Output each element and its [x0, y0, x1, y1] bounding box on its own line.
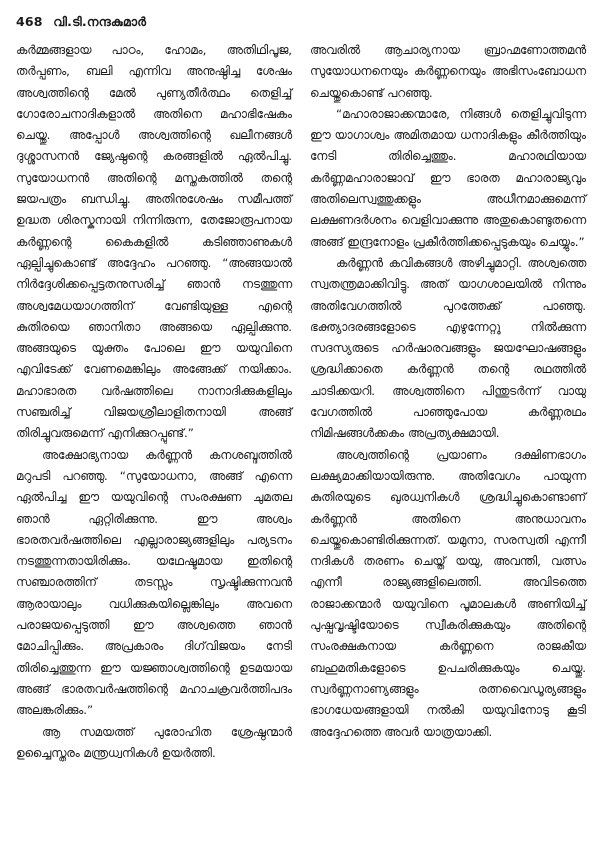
paragraph: ആ സമയത്ത് പുരോഹിത ശ്രേഷ്ഠന്മാർ ഉച്ചൈസ്തരം മന്ത്രധ്വനികൾ ഉയർത്തി. — [16, 724, 292, 760]
paragraph: കർണ്ണൻ കവികങ്ങൾ അഴിച്ചുമാറ്റി. അശ്വത്തെ സ്വതന്ത്രമാക്കിവിട്ടു. അത് യാഗശാലയിൽ നിന്നും അതിവേഗത്തിൽ പുറത്തേക്ക് പാഞ്ഞു. ഭക്ത്യാദരങ്ങളോടെ എഴുന്നേറ്റു നിൽക്കുന്ന സദസ്യരുടെ ഹർഷാരവങ്ങളും ജയഘോഷങ്ങളും ശ്രദ്ധിക്കാതെ കർണ്ണൻ തന്റെ രഥത്തിൽ ചാടിക്കയറി. അശ്വത്തിനെ പിന്തുടർന്ന് വായു വേഗത്തിൽ പാഞ്ഞുപോയ കർണ്ണരഥം നിമിഷങ്ങൾക്കകം അപ്രത്യക്ഷമായി. — [310, 255, 586, 441]
paragraph: അശ്വത്തിന്റെ പ്രയാണം ദക്ഷിണഭാഗം ലക്ഷ്യമാക്കിയായിരുന്നു. അതിവേഗം പായുന്ന കുതിരയുടെ ഖുരധ്വനികൾ ശ്രദ്ധിച്ചുകൊണ്ടാണ് കർണ്ണൻ അതിനെ അനുധാവനം ചെയ്തുകൊണ്ടിരിക്കുന്നത്. യമുനാ, സരസ്വതി എന്നീ നദികൾ തരണം ചെയ്ത് യയു, അവന്തി, വത്സം എന്നീ രാജ്യങ്ങളിലെത്തി. അവിടത്തെ രാജാക്കന്മാർ യയുവിനെ പൂമാലകൾ അണിയിച്ച് പുഷ്പവൃഷ്ടിയോടെ സ്വീകരിക്കുകയും അതിന്റെ സംരക്ഷകനായ കർണ്ണനെ രാജകീയ ബഹുമതികളോടെ ഉപചരിക്കുകയും ചെയ്തു. സ്വർണ്ണനാണ്യങ്ങളും രത്നവൈഡൂര്യങ്ങളും ഭാഗധേയങ്ങളായി നൽകി യയുവിനോടു കൂടി അദ്ദേഹത്തെ അവർ യാത്രയാക്കി. — [310, 447, 586, 739]
paragraph: അവരിൽ ആചാര്യനായ ബ്രാഹ്മണോത്തമൻ സുയോധനനെയും കർണ്ണനെയും അഭിസംബോധന ചെയ്തുകൊണ്ട് പറഞ്ഞു. — [310, 43, 586, 100]
left-column — [16, 40, 292, 764]
running-title: വി.ടി.നന്ദകുമാർ — [53, 14, 147, 29]
paragraph: “മഹാരാജാക്കന്മാരേ, നിങ്ങൾ തെളിച്ചുവിടുന്ന ഈ യാഗാശ്വം അമിതമായ ധനാദികളും കീർത്തിയും നേടി തിരിച്ചെത്തും. മഹാരഥിയായ കർണ്ണമഹാരാജാവ് ഈ ഭാരത മഹാരാജ്യവും അതിലെസ്വത്തുക്കളും അധീനമാക്കുമെന്ന് ലക്ഷണദർശനം വെളിവാക്കുന്നു അതുകൊണ്ടുതന്നെ അങ്ങ് ഇന്ദ്രനോളം പ്രകീർത്തിക്കപ്പെടുകയും ചെയ്യും.” — [310, 106, 586, 249]
page-header — [16, 14, 146, 30]
right-column — [310, 40, 586, 743]
page-number: 468 — [16, 14, 43, 29]
paragraph: കർമ്മങ്ങളായ പാഠം, ഹോമം, അതിഥിപൂജ, തർപ്പണം, ബലി എന്നിവ അനുഷ്ഠിച്ച ശേഷം അശ്വത്തിന്റെ മേൽ പുണ്യതീർത്ഥം തെളിച്ച് ഗോരോചനാദികളാൽ അതിനെ മഹാഭിഷേകം ചെയ്തു. അപ്പോൾ അശ്വത്തിന്റെ ഖലീനങ്ങൾ ദുശ്ശാസനൻ ജ്യേഷ്ഠന്റെ കരങ്ങളിൽ ഏൽപിച്ചു. സുയോധനൻ അതിന്റെ മസ്തകത്തിൽ തന്റെ ജയപത്രം ബന്ധിച്ചു. അതിനുശേഷം സമീപത്ത് ഉദ്ധത ശിരസ്കനായി നിന്നിരുന്ന, തേജോരൂപനായ കർണ്ണന്റെ കൈകളിൽ കടിഞ്ഞാണുകൾ ഏല്പിച്ചുകൊണ്ട് അദ്ദേഹം പറഞ്ഞു. “അങ്ങയാൽ നിർദ്ദേശിക്കപ്പെട്ടതനുസരിച്ച് ഞാൻ നടത്തുന്ന അശ്വമേധയാഗത്തിന് വേണ്ടിയുള്ള എന്റെ കുതിരയെ ഞാനിതാ അങ്ങയെ ഏല്പിക്കുന്നു. അങ്ങയുടെ യുക്തം പോലെ ഈ യയുവിനെ എവിടേക്ക് വേണമെങ്കിലും അങ്ങേക്ക് നയിക്കാം. മഹാഭാരത വർഷത്തിലെ നാനാദിക്കുകളിലും സഞ്ചരിച്ച് വിജയശ്രീലാളിതനായി അങ്ങ് തിരിച്ചുവരുമെന്ന് എനിക്കുറപ്പുണ്ട്.” — [16, 43, 292, 441]
paragraph: അക്ഷോഭ്യനായ കർണ്ണൻ കനശബ്ദത്തിൽ മറുപടി പറഞ്ഞു. “സുയോധനാ, അങ്ങ് എന്നെ ഏൽപിച്ച ഈ യയുവിന്റെ സംരക്ഷണ ചുമതല ഞാൻ ഏറ്റിരിക്കുന്നു. ഈ അശ്വം ഭാരതവർഷത്തിലെ എല്ലാരാജ്യങ്ങളിലും പര്യടനം നടത്തുന്നതായിരിക്കും. യഥേഷ്ടമായ ഇതിന്റെ സഞ്ചാരത്തിന് തടസ്സം സൃഷ്ടിക്കുന്നവൻ ആരായാലും വധിക്കുകയില്ലെങ്കിലും അവനെ പരാജയപ്പെടുത്തി ഈ അശ്വത്തെ ഞാൻ മോചിപ്പിക്കും. അപ്രകാരം ദിഗ്‌വിജയം നേടി തിരിച്ചെത്തുന്ന ഈ യജ്ഞാശ്വത്തിന്റെ ഉടമയായ അങ്ങ് ഭാരതവർഷത്തിന്റെ മഹാചക്രവർത്തിപദം അലങ്കരിക്കും.” — [16, 447, 292, 718]
